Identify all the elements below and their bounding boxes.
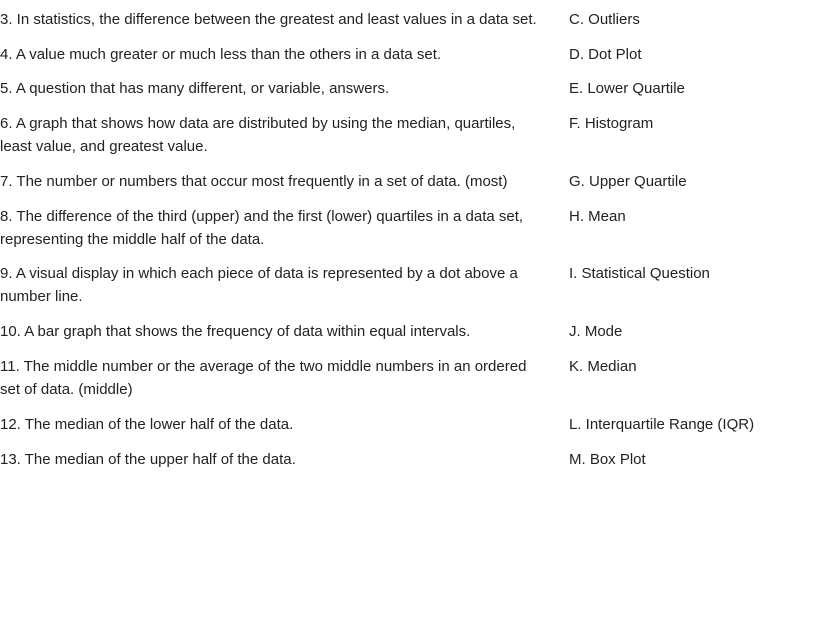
answer-option: E. Lower Quartile [569, 80, 685, 97]
answer-option: M. Box Plot [569, 451, 646, 468]
answer-option: I. Statistical Question [569, 265, 710, 282]
table-row [0, 43, 816, 66]
answer-option: H. Mean [569, 208, 626, 225]
definition-text: 11. The middle number or the average of the two middle numbers in an ordered set of data. (middle) [0, 358, 527, 398]
definition-text: 6. A graph that shows how data are distributed by using the median, quartiles, least value, and greatest value. [0, 115, 516, 155]
answer-option: J. Mode [569, 323, 623, 340]
definition-text: 13. The median of the upper half of the data. [0, 451, 296, 468]
definition-text: 12. The median of the lower half of the data. [0, 416, 294, 433]
table-row [0, 112, 816, 158]
definition-text: 5. A question that has many different, or variable, answers. [0, 80, 390, 97]
table-row [0, 413, 816, 436]
table-row [0, 320, 816, 343]
definition-text: 9. A visual display in which each piece of data is represented by a dot above a number line. [0, 265, 518, 305]
answer-option: D. Dot Plot [569, 46, 642, 63]
definition-text: 3. In statistics, the difference between the greatest and least values in a data set. [0, 11, 537, 28]
definition-text: 4. A value much greater or much less than the others in a data set. [0, 46, 442, 63]
definition-text: 10. A bar graph that shows the frequency of data within equal intervals. [0, 323, 471, 340]
table-row [0, 355, 816, 401]
table-row [0, 448, 816, 471]
definition-text: 7. The number or numbers that occur most frequently in a set of data. (most) [0, 173, 508, 190]
answer-option: L. Interquartile Range (IQR) [569, 416, 755, 433]
table-row [0, 170, 816, 193]
answer-option: K. Median [569, 358, 637, 375]
answer-option: G. Upper Quartile [569, 173, 687, 190]
answer-option: F. Histogram [569, 115, 654, 132]
answer-option: C. Outliers [569, 11, 640, 28]
table-row [0, 262, 816, 308]
table-row [0, 77, 816, 100]
table-row [0, 8, 816, 31]
table-row [0, 205, 816, 251]
definition-text: 8. The difference of the third (upper) and the first (lower) quartiles in a data set, representing the middle half of the data. [0, 208, 524, 248]
